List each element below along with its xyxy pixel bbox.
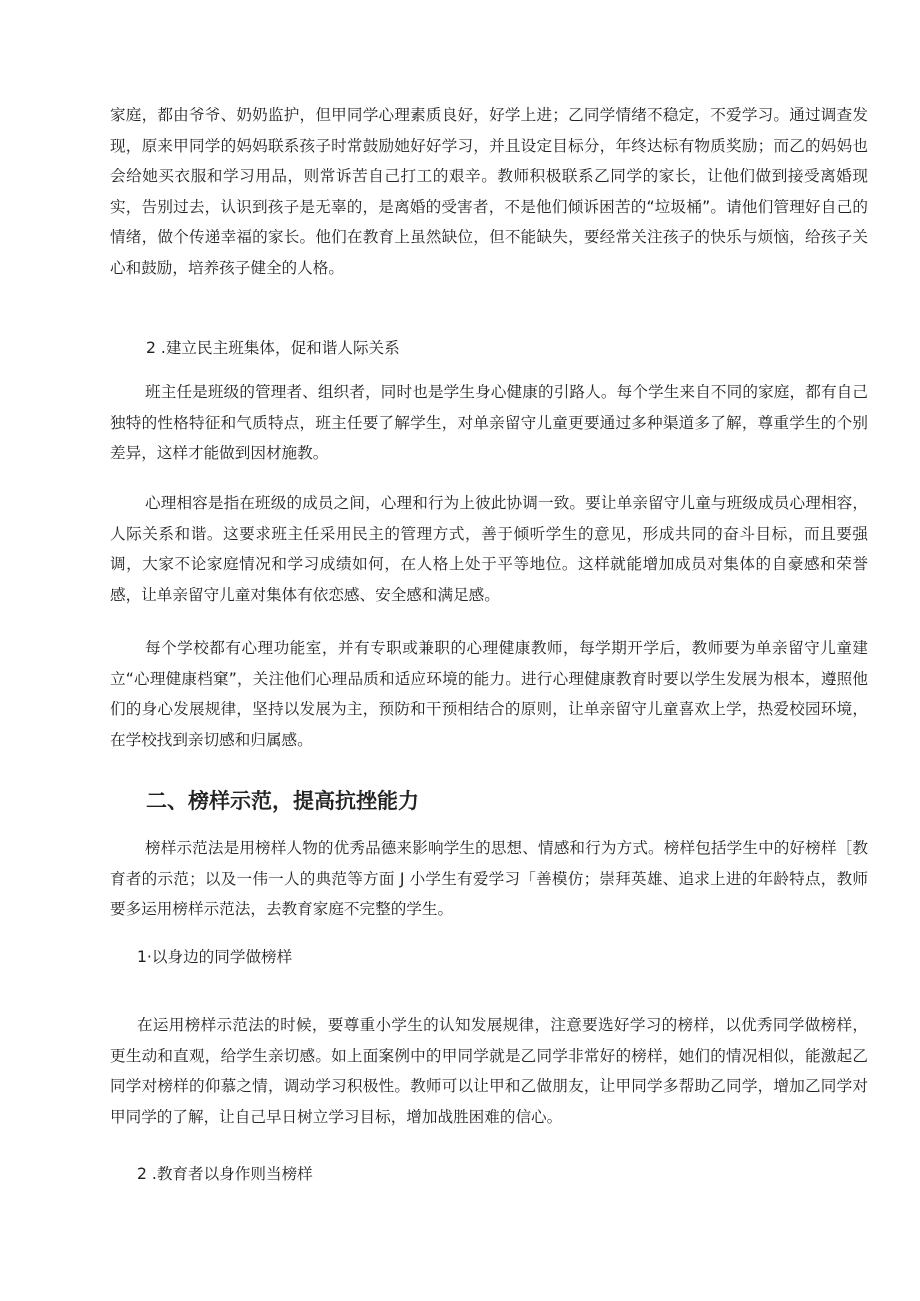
subheading-classmates-as-models: 1·以身边的同学做榜样	[137, 948, 293, 966]
section-heading-role-models: 二、榜样示范，提高抗挫能力	[146, 789, 419, 813]
paragraph-family-case: 家庭，都由爷爷、奶奶监护，但甲同学心理素质良好，好学上进；乙同学情绪不稳定，不爱学习。通过调查发现，原来甲同学的妈妈联系孩子时常鼓励她好好学习，并且设定目标分，年终达标有物质奖励；而乙的妈妈也会给她买衣服和学习用品，则常诉苦自己打工的艰辛。教师积极联系乙同学的家长，让他们做到接受离婚现实，告别过去，认识到孩子是无辜的，是离婚的受害者，不是他们倾诉困苦的“垃圾桶”。请他们管理好自己的情绪，做个传递幸福的家长。他们在教育上虽然缺位，但不能缺失，要经常关注孩子的快乐与烦恼，给孩子关心和鼓励，培养孩子健全的人格。	[110, 106, 868, 277]
subheading-educator-as-model: 2 .教育者以身作则当榜样	[137, 1165, 313, 1183]
paragraph-choose-good-models: 在运用榜样示范法的时候，要尊重小学生的认知发展规律，注意要选好学习的榜样，以优秀同学做榜样，更生动和直观，给学生亲切感。如上面案例中的甲同学就是乙同学非常好的榜样，她们的情况相似，能激起乙同学对榜样的仰慕之情，调动学习积极性。教师可以让甲和乙做朋友，让甲同学多帮助乙同学，增加乙同学对甲同学的了解，让自己早日树立学习目标，增加战胜困难的信心。	[110, 1016, 868, 1126]
paragraph-class-teacher-role: 班主任是班级的管理者、组织者，同时也是学生身心健康的引路人。每个学生来自不同的家庭，都有自己独特的性格特征和气质特点，班主任要了解学生，对单亲留守儿童更要通过多种渠道多了解，尊重学生的个别差异，这样才能做到因材施教。	[110, 383, 868, 462]
paragraph-mental-health-room: 每个学校都有心理功能室，并有专职或兼职的心理健康教师，每学期开学后，教师要为单亲留守儿童建立“心理健康档窠”，关注他们心理品质和适应环境的能力。进行心理健康教育时要以学生发展为根本，遵照他们的身心发展规律，坚持以发展为主，预防和干预相结合的原则，让单亲留守儿童喜欢上学，热爱校园环境，在学校找到亲切感和归属感。	[110, 639, 868, 749]
paragraph-psychological-compatibility: 心理相容是指在班级的成员之间，心理和行为上彼此协调一致。要让单亲留守儿童与班级成员心理相容，人际关系和谐。这要求班主任采用民主的管理方式，善于倾听学生的意见，形成共同的奋斗目标，而且要强调，大家不论家庭情况和学习成绩如何，在人格上处于平等地位。这样就能增加成员对集体的自豪感和荣誉感，让单亲留守儿童对集体有依恋感、安全感和满足感。	[110, 494, 868, 604]
paragraph-role-model-method: 榜样示范法是用榜样人物的优秀品德来影响学生的思想、情感和行为方式。榜样包括学生中的好榜样［教育者的示范；以及一伟一人的典范等方面 J 小学生有爱学习「善模仿；崇拜英雄、追求上进的年龄特点，教师要多运用榜样示范法，去教育家庭不完整的学生。	[110, 839, 868, 918]
subheading-democratic-class: 2 .建立民主班集体，促和谐人际关系	[146, 339, 400, 357]
